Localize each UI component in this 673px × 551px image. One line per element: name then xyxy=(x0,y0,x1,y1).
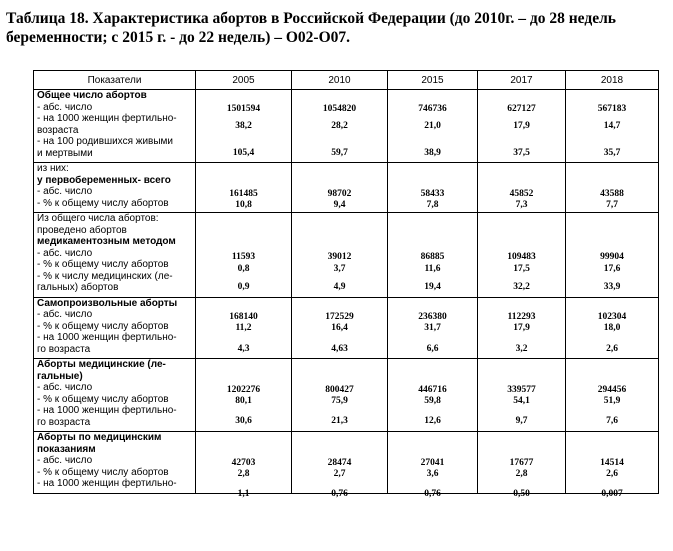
cell-value: 4,63 xyxy=(331,344,348,355)
value-cell xyxy=(566,432,659,500)
cell-value: 105,4 xyxy=(232,148,255,159)
cell-value: 18,0 xyxy=(603,322,621,333)
column-header-year: 2005 xyxy=(196,71,292,90)
value-cell xyxy=(566,297,659,359)
row-label-line: у первобеременных- всего xyxy=(37,174,171,186)
row-label-line: - абс. число xyxy=(37,186,93,197)
row-label-line: Общее число абортов xyxy=(37,90,147,101)
cell-value: 1054820 xyxy=(322,103,357,114)
value-cell xyxy=(196,297,292,359)
value-cell xyxy=(478,359,566,432)
cell-value: 6,6 xyxy=(426,344,439,355)
cell-value: 0,76 xyxy=(331,489,348,500)
cell-value: 59,7 xyxy=(331,148,348,159)
cell-value: 35,7 xyxy=(603,148,621,159)
cell-value: 21,3 xyxy=(331,416,348,427)
cell-value: 567183 xyxy=(597,103,627,114)
table-row xyxy=(34,297,659,359)
cell-value: 17,6 xyxy=(603,264,621,275)
row-label-line: - на 100 родившихся живыми xyxy=(37,136,173,147)
cell-value: 42703 xyxy=(231,458,256,469)
value-cell xyxy=(388,297,478,359)
cell-value: 294456 xyxy=(597,385,627,396)
row-label xyxy=(34,213,196,298)
value-cell xyxy=(388,432,478,500)
row-label-line: - % к общему числу абортов xyxy=(37,320,169,332)
table-row xyxy=(34,213,659,298)
cell-value: 27041 xyxy=(420,458,445,469)
row-label-line: и мертвыми xyxy=(37,147,93,159)
cell-value: 168140 xyxy=(229,312,258,323)
value-cell xyxy=(478,90,566,163)
column-header-year: 2015 xyxy=(388,71,478,90)
table-row xyxy=(34,163,659,213)
cell-value: 58433 xyxy=(420,189,445,200)
row-label-line: медикаментозным методом xyxy=(37,236,176,247)
value-cell xyxy=(196,359,292,432)
cell-value: 627127 xyxy=(507,103,536,114)
value-cell xyxy=(196,432,292,500)
row-label-line: - на 1000 женщин фертильно- xyxy=(37,405,177,416)
cell-value: 3,7 xyxy=(333,264,346,275)
row-label-line: из них: xyxy=(37,163,69,174)
value-cell xyxy=(566,213,659,298)
row-label xyxy=(34,297,196,359)
row-label xyxy=(34,90,196,163)
row-label-line: - % к общему числу абортов xyxy=(37,393,169,405)
cell-value: 80,1 xyxy=(235,395,252,406)
cell-value: 37,5 xyxy=(513,148,530,159)
cell-value: 28474 xyxy=(327,458,352,469)
value-cell xyxy=(292,297,388,359)
cell-value: 51,9 xyxy=(603,395,621,406)
value-cell xyxy=(388,213,478,298)
row-label-line: Самопроизвольные аборты xyxy=(37,297,178,309)
cell-value: 10,8 xyxy=(235,199,252,210)
cell-value: 109483 xyxy=(507,251,536,262)
row-label-line: - на 1000 женщин фертильно- xyxy=(37,113,177,124)
column-header-year: 2018 xyxy=(566,71,659,90)
cell-value: 14,7 xyxy=(603,120,621,131)
value-cell xyxy=(292,432,388,500)
cell-value: 7,6 xyxy=(606,416,618,427)
cell-value: 28,2 xyxy=(331,120,348,131)
row-label-line: - на 1000 женщин фертильно- xyxy=(37,478,177,489)
row-label-line: - % к числу медицинских (ле- xyxy=(37,270,173,282)
row-label-line: - на 1000 женщин фертильно- xyxy=(37,332,177,343)
cell-value: 86885 xyxy=(420,251,445,262)
table-title: Таблица 18. Характеристика абортов в Российской Федерации (до 2010г. – до 28 недель беременности; с 2015 г. - до 22 недель) – О02-О07. xyxy=(6,10,616,46)
cell-value: 0,007 xyxy=(601,489,623,500)
cell-value: 339577 xyxy=(507,385,536,396)
cell-value: 38,9 xyxy=(424,148,441,159)
value-cell xyxy=(566,359,659,432)
cell-value: 2,8 xyxy=(515,468,528,479)
row-label-line: Аборты по медицинским xyxy=(37,432,162,443)
cell-value: 0,76 xyxy=(424,489,441,500)
value-cell xyxy=(566,90,659,163)
value-cell xyxy=(196,163,292,213)
cell-value: 0,9 xyxy=(237,281,250,292)
cell-value: 4,9 xyxy=(333,281,346,292)
cell-value: 102304 xyxy=(597,312,627,323)
column-header-year: 2017 xyxy=(478,71,566,90)
cell-value: 17,5 xyxy=(513,264,530,275)
row-label-line: - абс. число xyxy=(37,455,93,466)
cell-value: 21,0 xyxy=(424,120,441,131)
cell-value: 0,50 xyxy=(513,489,530,500)
cell-value: 30,6 xyxy=(235,416,252,427)
row-label-line: - абс. число xyxy=(37,382,93,393)
value-cell xyxy=(292,163,388,213)
cell-value: 98702 xyxy=(327,189,352,200)
cell-value: 2,8 xyxy=(237,468,250,479)
value-cell xyxy=(478,213,566,298)
row-label-line: показаниям xyxy=(37,443,96,455)
cell-value: 112293 xyxy=(507,312,536,323)
cell-value: 39012 xyxy=(327,251,352,262)
cell-value: 32,2 xyxy=(513,281,530,292)
table-header-row xyxy=(34,71,659,90)
cell-value: 38,2 xyxy=(235,120,252,131)
cell-value: 1,1 xyxy=(237,489,250,500)
cell-value: 172529 xyxy=(325,312,354,323)
cell-value: 75,9 xyxy=(331,395,348,406)
value-cell xyxy=(196,90,292,163)
cell-value: 9,4 xyxy=(333,199,346,210)
value-cell xyxy=(478,432,566,500)
column-header-indicators: Показатели xyxy=(34,71,196,90)
cell-value: 7,8 xyxy=(426,199,439,210)
cell-value: 7,3 xyxy=(515,199,528,210)
value-cell xyxy=(388,163,478,213)
value-cell xyxy=(388,90,478,163)
cell-value: 4,3 xyxy=(237,344,250,355)
cell-value: 17,9 xyxy=(513,120,530,131)
cell-value: 800427 xyxy=(325,385,354,396)
abortion-statistics-table xyxy=(33,70,659,500)
column-header-year: 2010 xyxy=(292,71,388,90)
row-label-line: Из общего числа абортов: xyxy=(37,213,159,224)
cell-value: 17677 xyxy=(509,458,534,469)
table-row xyxy=(34,90,659,163)
cell-value: 161485 xyxy=(229,189,258,200)
cell-value: 2,6 xyxy=(606,468,618,479)
cell-value: 12,6 xyxy=(424,416,441,427)
cell-value: 746736 xyxy=(418,103,447,114)
table-row xyxy=(34,359,659,432)
cell-value: 0,8 xyxy=(237,264,250,275)
row-label-line: го возраста xyxy=(37,343,91,355)
row-label-line: - абс. число xyxy=(37,247,93,259)
row-label-line: - % к общему числу абортов xyxy=(37,466,169,478)
cell-value: 9,7 xyxy=(515,416,528,427)
value-cell xyxy=(292,90,388,163)
row-label-line: возраста xyxy=(37,124,79,136)
row-label-line: проведено абортов xyxy=(37,224,127,236)
row-label-line: - абс. число xyxy=(37,309,93,320)
cell-value: 446716 xyxy=(418,385,447,396)
cell-value: 43588 xyxy=(600,189,624,200)
row-label-line: гальные) xyxy=(37,370,83,382)
cell-value: 19,4 xyxy=(424,281,441,292)
row-label xyxy=(34,432,196,494)
cell-value: 7,7 xyxy=(606,199,618,210)
cell-value: 99904 xyxy=(600,251,624,262)
value-cell xyxy=(292,213,388,298)
value-cell xyxy=(478,163,566,213)
cell-value: 31,7 xyxy=(424,322,441,333)
table-row xyxy=(34,432,659,494)
row-label-line: - % к общему числу абортов xyxy=(37,259,169,270)
cell-value: 59,8 xyxy=(424,395,441,406)
value-cell xyxy=(478,297,566,359)
cell-value: 11593 xyxy=(231,251,256,262)
row-label-line: - % к общему числу абортов xyxy=(37,197,169,209)
row-label-line: го возраста xyxy=(37,416,91,428)
value-cell xyxy=(196,213,292,298)
cell-value: 54,1 xyxy=(513,395,530,406)
cell-value: 14514 xyxy=(600,458,624,469)
cell-value: 1202276 xyxy=(226,385,261,396)
value-cell xyxy=(388,359,478,432)
cell-value: 17,9 xyxy=(513,322,530,333)
cell-value: 33,9 xyxy=(603,281,621,292)
cell-value: 2,7 xyxy=(333,468,346,479)
row-label-line: гальных) абортов xyxy=(37,282,119,293)
value-cell xyxy=(566,163,659,213)
value-cell xyxy=(292,359,388,432)
cell-value: 2,6 xyxy=(606,344,618,355)
cell-value: 16,4 xyxy=(331,322,348,333)
cell-value: 45852 xyxy=(509,189,534,200)
row-label-line: Аборты медицинские (ле- xyxy=(37,359,166,370)
row-label xyxy=(34,359,196,432)
cell-value: 11,6 xyxy=(424,264,441,275)
row-label xyxy=(34,163,196,213)
cell-value: 3,6 xyxy=(426,468,439,479)
row-label-line: - абс. число xyxy=(37,101,93,113)
cell-value: 3,2 xyxy=(515,344,528,355)
cell-value: 11,2 xyxy=(235,322,252,333)
cell-value: 1501594 xyxy=(226,103,261,114)
cell-value: 236380 xyxy=(418,312,447,323)
